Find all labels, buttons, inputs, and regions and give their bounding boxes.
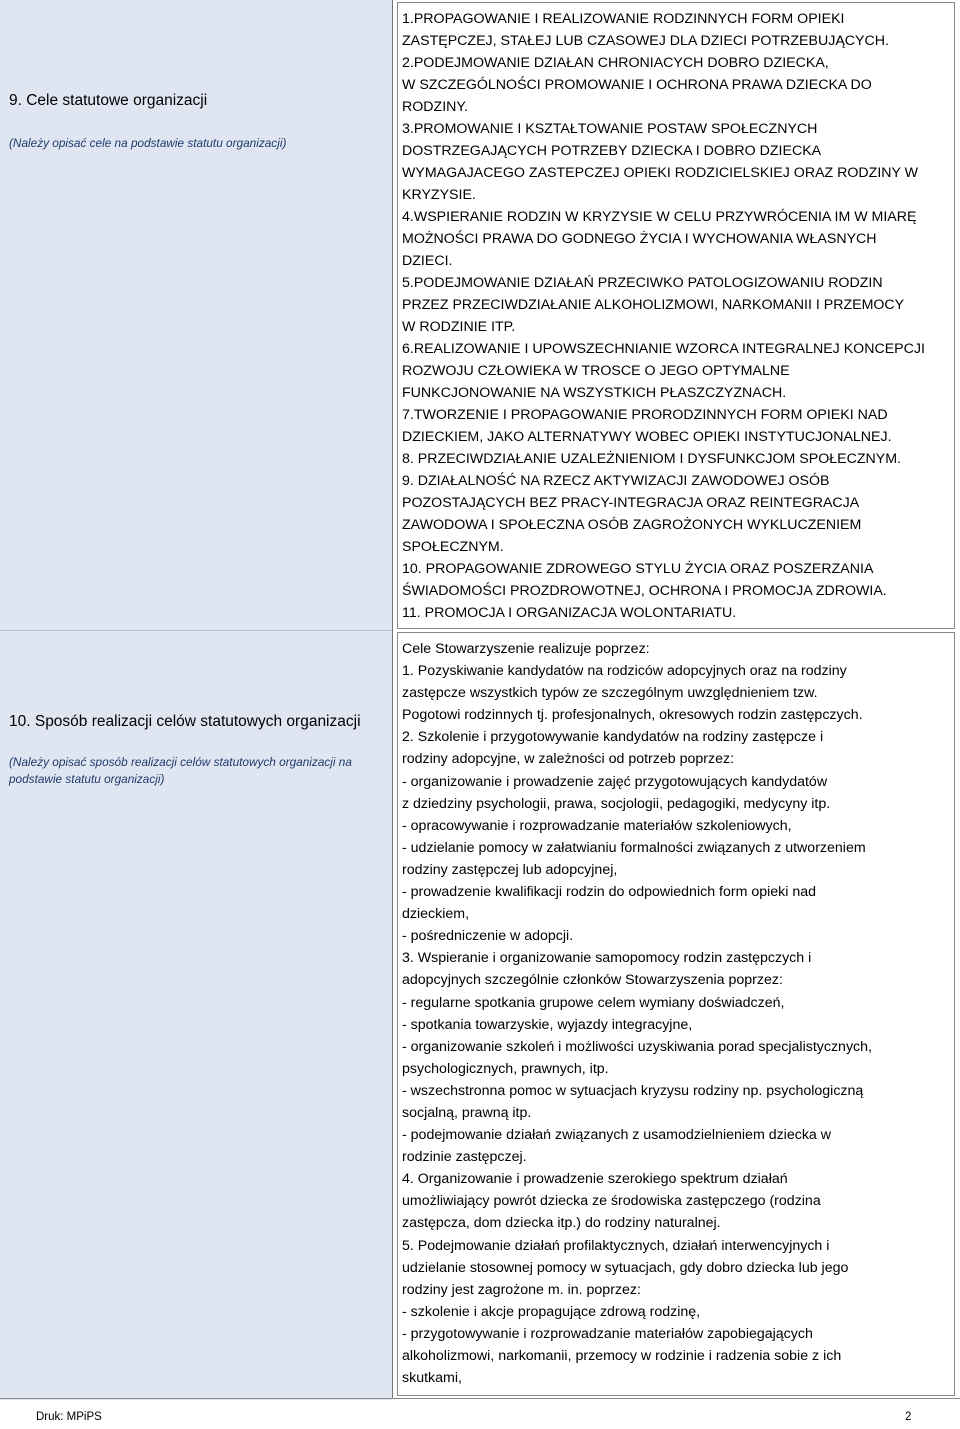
method-line: socjalną, prawną itp. bbox=[402, 1104, 532, 1121]
section-9-title: 9. Cele statutowe organizacji bbox=[9, 92, 208, 109]
method-line: - wszechstronna pomoc w sytuacjach kryzysu rodziny np. psychologiczną bbox=[402, 1082, 864, 1099]
goal-line: POZOSTAJĄCYCH BEZ PRACY-INTEGRACJA ORAZ REINTEGRACJA bbox=[402, 495, 860, 511]
section-divider bbox=[0, 630, 392, 631]
goal-line: RODZINY. bbox=[402, 99, 468, 115]
goal-line: SPOŁECZNYM. bbox=[402, 539, 504, 555]
footer-rule bbox=[0, 1398, 960, 1399]
goal-line: ŚWIADOMOŚCI PROZDROWOTNEJ, OCHRONA I PROMOCJA ZDROWIA. bbox=[402, 583, 887, 599]
goal-line: 3.PROMOWANIE I KSZTAŁTOWANIE POSTAW SPOŁECZNYCH bbox=[402, 121, 818, 137]
method-line: Pogotowi rodzinnych tj. profesjonalnych, okresowych rodzin zastępczych. bbox=[402, 707, 863, 724]
method-line: rodziny adopcyjne, w zależności od potrzeb poprzez: bbox=[402, 751, 735, 768]
goal-line: W SZCZEGÓLNOŚCI PROMOWANIE I OCHRONA PRAWA DZIECKA DO bbox=[402, 77, 872, 93]
goal-line: 1.PROPAGOWANIE I REALIZOWANIE RODZINNYCH FORM OPIEKI bbox=[402, 11, 845, 27]
method-line: 2. Szkolenie i przygotowywanie kandydatów na rodziny zastępcze i bbox=[402, 729, 824, 746]
goal-line: 4.WSPIERANIE RODZIN W KRYZYSIE W CELU PRZYWRÓCENIA IM W MIARĘ bbox=[402, 209, 917, 225]
method-line: Cele Stowarzyszenie realizuje poprzez: bbox=[402, 641, 650, 657]
method-line: - organizowanie szkoleń i możliwości uzyskiwania porad specjalistycznych, bbox=[402, 1038, 872, 1055]
method-line: 3. Wspieranie i organizowanie samopomocy rodzin zastępczych i bbox=[402, 950, 812, 967]
method-line: z dziedziny psychologii, prawa, socjologii, pedagogiki, medycyny itp. bbox=[402, 795, 831, 812]
section-10-title: 10. Sposób realizacji celów statutowych organizacji bbox=[9, 713, 361, 730]
method-line: zastępcza, dom dziecka itp.) do rodziny naturalnej. bbox=[402, 1215, 721, 1232]
goal-realization-field[interactable] bbox=[397, 632, 955, 1396]
method-line: - spotkania towarzyskie, wyjazdy integracyjne, bbox=[402, 1016, 693, 1033]
goal-line: ZASTĘPCZEJ, STAŁEJ LUB CZASOWEJ DLA DZIECI POTRZEBUJĄCYCH. bbox=[402, 33, 889, 49]
goal-line: 6.REALIZOWANIE I UPOWSZECHNIANIE WZORCA INTEGRALNEJ KONCEPCJI bbox=[402, 341, 925, 357]
method-line: rodzinie zastępczej. bbox=[402, 1149, 527, 1166]
goal-line: 7.TWORZENIE I PROPAGOWANIE PRORODZINNYCH FORM OPIEKI NAD bbox=[402, 407, 888, 423]
statutory-goals-field[interactable] bbox=[397, 2, 955, 629]
goal-line: ROZWOJU CZŁOWIEKA W TROSCE O JEGO OPTYMALNE bbox=[402, 363, 790, 379]
method-line: dzieckiem, bbox=[402, 906, 470, 923]
goal-line: 11. PROMOCJA I ORGANIZACJA WOLONTARIATU. bbox=[402, 605, 737, 621]
method-line: - szkolenie i akcje propagujące zdrową rodzinę, bbox=[402, 1303, 701, 1320]
goal-line: KRYZYSIE. bbox=[402, 187, 476, 203]
method-line: skutkami, bbox=[402, 1370, 462, 1387]
goal-line: PRZEZ PRZECIWDZIAŁANIE ALKOHOLIZMOWI, NARKOMANII I PRZEMOCY bbox=[402, 297, 905, 313]
goal-line: FUNKCJONOWANIE NA WSZYSTKICH PŁASZCZYZNACH. bbox=[402, 385, 787, 401]
goal-line: DZIECI. bbox=[402, 253, 453, 269]
goal-line: 9. DZIAŁALNOŚĆ NA RZECZ AKTYWIZACJI ZAWODOWEJ OSÓB bbox=[402, 473, 830, 489]
goal-line: ZAWODOWA I SPOŁECZNA OSÓB ZAGROŻONYCH WYKLUCZENIEM bbox=[402, 517, 862, 533]
method-line: alkoholizmowi, narkomanii, przemocy w rodzinie i radzenia sobie z ich bbox=[402, 1348, 842, 1364]
goal-line: WYMAGAJACEGO ZASTEPCZEJ OPIEKI RODZICIELSKIEJ ORAZ RODZINY W bbox=[402, 165, 919, 181]
method-line: adopcyjnych szczególnie członków Stowarzyszenia poprzez: bbox=[402, 972, 783, 989]
goal-line: 8. PRZECIWDZIAŁANIE UZALEŻNIENIOM I DYSFUNKCJOM SPOŁECZNYM. bbox=[402, 451, 901, 467]
column-separator bbox=[392, 0, 393, 1398]
method-line: rodziny zastępczej lub adopcyjnej, bbox=[402, 861, 618, 878]
method-line: zastępcze wszystkich typów ze szczególnym uwzględnieniem tzw. bbox=[402, 685, 818, 702]
method-line: 4. Organizowanie i prowadzenie szerokiego spektrum działań bbox=[402, 1171, 788, 1188]
page-number: 2 bbox=[905, 1411, 912, 1423]
method-line: - pośredniczenie w adopcji. bbox=[402, 928, 574, 945]
method-line: - podejmowanie działań związanych z usamodzielnieniem dziecka w bbox=[402, 1127, 831, 1144]
method-line: - organizowanie i prowadzenie zajęć przygotowujących kandydatów bbox=[402, 773, 828, 790]
goal-line: DZIECKIEM, JAKO ALTERNATYWY WOBEC OPIEKI INSTYTUCJONALNEJ. bbox=[402, 429, 892, 445]
method-line: udzielanie stosownej pomocy w sytuacjach, gdy dobro dziecka lub jego bbox=[402, 1259, 849, 1276]
goal-line: MOŻNOŚCI PRAWA DO GODNEGO ŻYCIA I WYCHOWANIA WŁASNYCH bbox=[402, 231, 877, 247]
method-line: - udzielanie pomocy w załatwianiu formalności związanych z utworzeniem bbox=[402, 839, 866, 856]
label-column bbox=[0, 0, 392, 1400]
method-line: rodziny jest zagrożone m. in. poprzez: bbox=[402, 1281, 641, 1298]
method-line: psychologicznych, prawnych, itp. bbox=[402, 1060, 609, 1077]
method-line: umożliwiający powrót dziecka ze środowiska zastępczego (rodzina bbox=[402, 1193, 821, 1210]
method-line: 5. Podejmowanie działań profilaktycznych, działań interwencyjnych i bbox=[402, 1237, 830, 1254]
goal-line: 5.PODEJMOWANIE DZIAŁAŃ PRZECIWKO PATOLOGIZOWANIU RODZIN bbox=[402, 275, 883, 291]
method-line: - opracowywanie i rozprowadzanie materiałów szkoleniowych, bbox=[402, 817, 792, 834]
section-10-hint: (Należy opisać sposób realizacji celów statutowych organizacji na podstawie statutu organizacji) bbox=[9, 755, 352, 786]
print-source: Druk: MPiPS bbox=[36, 1411, 102, 1423]
goal-line: 2.PODEJMOWANIE DZIAŁAN CHRONIACYCH DOBRO DZIECKA, bbox=[402, 55, 829, 71]
statutory-goals-text bbox=[402, 8, 954, 624]
method-line: 1. Pozyskiwanie kandydatów na rodziców adopcyjnych oraz na rodziny bbox=[402, 663, 847, 680]
method-line: - prowadzenie kwalifikacji rodzin do odpowiednich form opieki nad bbox=[402, 884, 817, 901]
section-9-hint: (Należy opisać cele na podstawie statutu organizacji) bbox=[9, 136, 287, 150]
goal-line: DOSTRZEGAJĄCYCH POTRZEBY DZIECKA I DOBRO DZIECKA bbox=[402, 143, 822, 159]
goal-line: W RODZINIE ITP. bbox=[402, 319, 516, 335]
method-line: - przygotowywanie i rozprowadzanie materiałów zapobiegających bbox=[402, 1325, 813, 1342]
method-line: - regularne spotkania grupowe celem wymiany doświadczeń, bbox=[402, 994, 785, 1011]
goal-realization-text bbox=[402, 638, 954, 1389]
goal-line: 10. PROPAGOWANIE ZDROWEGO STYLU ŻYCIA ORAZ POSZERZANIA bbox=[402, 561, 874, 577]
